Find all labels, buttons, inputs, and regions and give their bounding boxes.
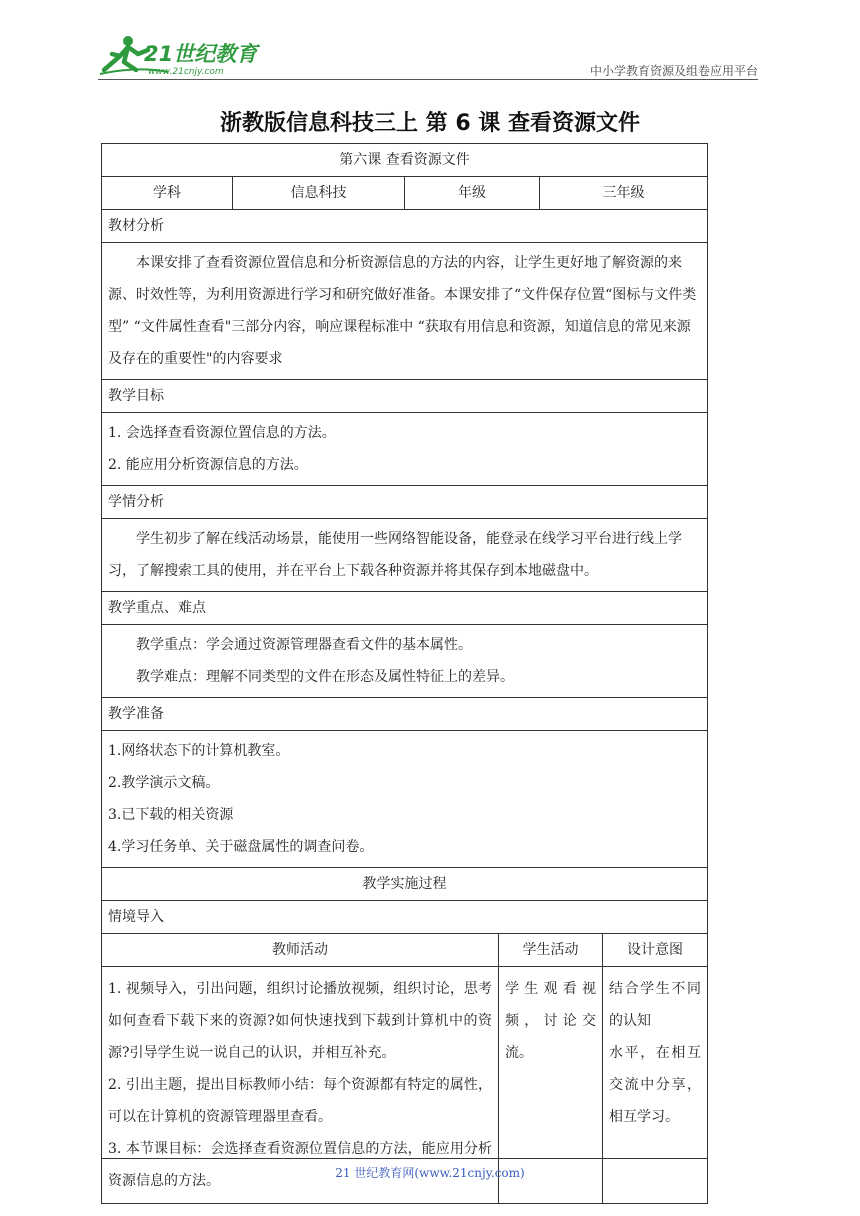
subject-value: 信息科技 [233,177,405,210]
col-student-header: 学生活动 [499,934,603,967]
list-item: 教学难点：理解不同类型的文件在形态及属性特征上的差异。 [136,669,514,685]
design-line: 水平，在相互交流中分享，相互学习。 [609,1045,702,1125]
grade-label: 年级 [405,177,540,210]
list-item: 1.网络状态下的计算机教室。 [108,743,290,759]
col-design-header: 设计意图 [603,934,708,967]
logo-url: www.21cnjy.com [148,67,224,77]
list-item: 1. 会选择查看资源位置信息的方法。 [108,425,336,441]
key-points-label: 教学重点、难点 [102,592,708,625]
subject-label: 学科 [102,177,233,210]
prep-label: 教学准备 [102,698,708,731]
footer-link[interactable]: 21 世纪教育网(www.21cnjy.com) [335,1166,525,1180]
page-header [98,30,758,80]
goals-label: 教学目标 [102,380,708,413]
logo [98,30,268,78]
list-item: 3.已下载的相关资源 [108,807,234,823]
lesson-title-cell: 第六课 查看资源文件 [102,144,708,177]
footer-divider [101,1158,707,1159]
design-line: 结合学生不同的认知 [609,981,702,1029]
list-item: 1. 视频导入，引出问题，组织讨论播放视频，组织讨论，思考如何查看下载下来的资源?如何快速找到下载到计算机中的资源?引导学生说一说自己的认识，并相互补充。 [108,981,492,1061]
student-activity-cell: 学生观看视频，讨论交流。 [499,967,603,1204]
intro-label: 情境导入 [102,901,708,934]
grade-value: 三年级 [540,177,708,210]
list-item: 2. 能应用分析资源信息的方法。 [108,457,308,473]
analysis-label: 教材分析 [102,210,708,243]
process-label: 教学实施过程 [102,868,708,901]
list-item: 2.教学演示文稿。 [108,775,220,791]
students-text: 学生初步了解在线活动场景，能使用一些网络智能设备，能登录在线学习平台进行线上学习，了解搜索工具的使用，并在平台上下载各种资源并将其保存到本地磁盘中。 [102,519,708,592]
lesson-plan-table [101,143,708,1204]
document-title: 浙教版信息科技三上 第 6 课 查看资源文件 [220,111,640,136]
header-divider [98,79,758,80]
key-points-list [102,625,708,698]
prep-list [102,731,708,868]
list-item: 3. 本节课目标：会选择查看资源位置信息的方法，能应用分析资源信息的方法。 [108,1141,492,1189]
analysis-text: 本课安排了查看资源位置信息和分析资源信息的方法的内容，让学生更好地了解资源的来源、时效性等，为利用资源进行学习和研究做好准备。本课安排了“文件保存位置“图标与文件类型” “文件属性查看"三部分内容，响应课程标准中 “获取有用信息和资源，知道信息的常见来源及存在的重要性"的内容要求 [102,243,708,380]
goals-list [102,413,708,486]
list-item: 教学重点：学会通过资源管理器查看文件的基本属性。 [136,637,472,653]
logo-text: 21世纪教育 [144,42,258,66]
list-item: 4.学习任务单、关于磁盘属性的调查问卷。 [108,839,374,855]
list-item: 2. 引出主题，提出目标教师小结：每个资源都有特定的属性，可以在计算机的资源管理器里查看。 [108,1077,492,1125]
platform-name: 中小学教育资源及组卷应用平台 [589,64,758,78]
col-teacher-header: 教师活动 [102,934,499,967]
students-label: 学情分析 [102,486,708,519]
